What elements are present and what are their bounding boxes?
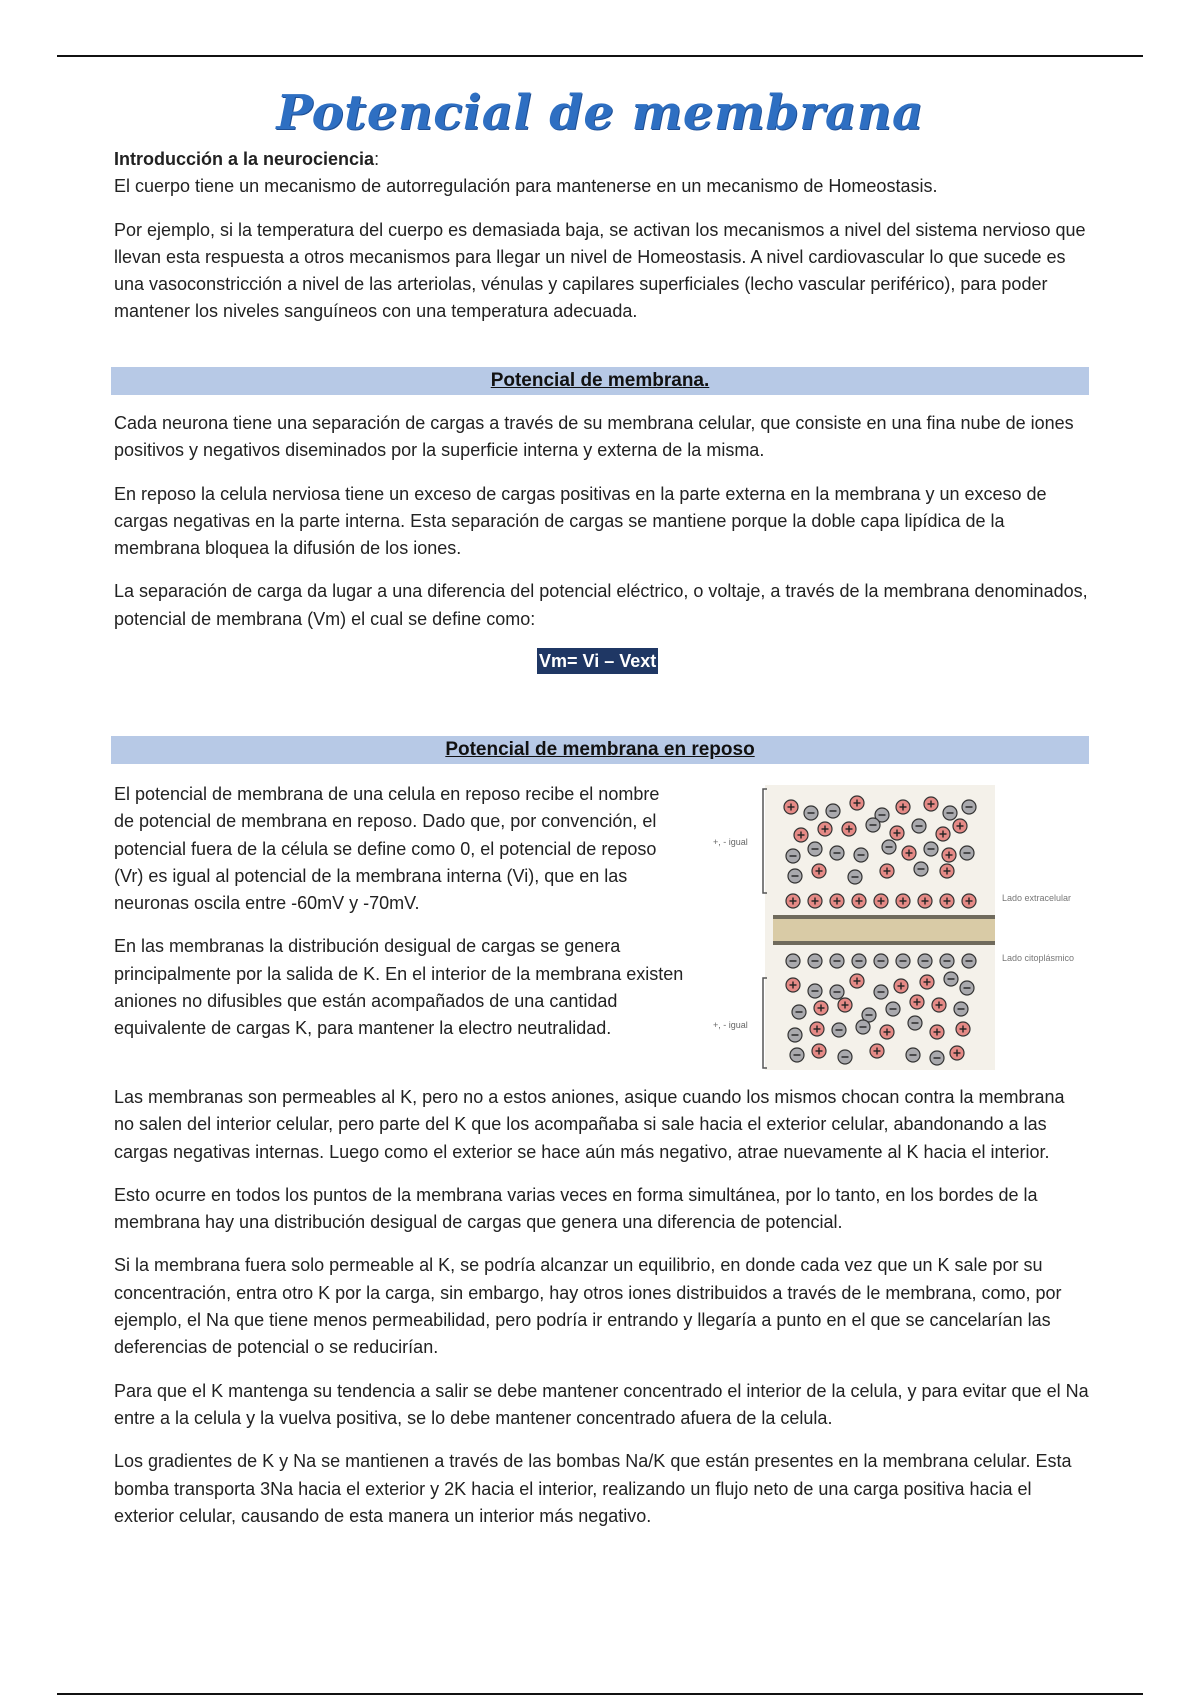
positive-ion (894, 979, 908, 993)
negative-ion (808, 984, 822, 998)
positive-ion (880, 1025, 894, 1039)
label-cytoplasmic: Lado citoplásmico (1002, 953, 1075, 963)
label-top: +, - igual (713, 837, 748, 847)
label-bottom: +, - igual (713, 1020, 748, 1030)
intro-heading: Introducción a la neurociencia (114, 149, 375, 169)
membrane-edge-outer (773, 915, 995, 919)
negative-ion (788, 1028, 802, 1042)
positive-ion (794, 828, 808, 842)
formula: Vm= Vi – Vext (537, 648, 658, 674)
paragraph: Esto ocurre en todos los puntos de la membrana varias veces en forma simultánea, por lo tanto, en los bordes de la membrana hay una distribución desigual de cargas que genera una diferencia de potencial. (114, 1184, 1038, 1233)
paragraph: En las membranas la distribución desigual de cargas se genera principalmente por la salida de K. En el interior de la membrana existen aniones no difusibles que están acompañados de una cantidad equivalente de cargas K, para mantener la electro neutralidad. (114, 936, 684, 1039)
page-title: Potencial de membrana (276, 85, 924, 141)
positive-ion (942, 848, 956, 862)
positive-ion (786, 894, 800, 908)
paragraph: En reposo la celula nerviosa tiene un exceso de cargas positivas en la parte externa en la membrana y un exceso de cargas negativas en la parte interna. Esta separación de cargas se mantiene porque la doble capa lipídica de la membrana bloquea la difusión de los iones. (114, 483, 1047, 559)
negative-ion (786, 954, 800, 968)
negative-ion (962, 954, 976, 968)
paragraph: Si la membrana fuera solo permeable al K, se podría alcanzar un equilibrio, en donde cada vez que un K sale por su concentración, entra otro K por la carga, sin embargo, hay otros iones distribuidos a través de le membrana, como, por ejemplo, el Na que tiene menos permeabilidad, pero podría ir entrando y llegaría a punto en el que se cancelarían las deferencias de potencial o se reducirían. (114, 1255, 1062, 1358)
section-heading: Potencial de membrana en reposo (445, 739, 755, 760)
positive-ion (918, 894, 932, 908)
negative-ion (914, 862, 928, 876)
negative-ion (882, 840, 896, 854)
positive-ion (930, 1025, 944, 1039)
negative-ion (804, 806, 818, 820)
positive-ion (812, 864, 826, 878)
negative-ion (852, 954, 866, 968)
positive-ion (880, 864, 894, 878)
positive-ion (842, 822, 856, 836)
intro-heading-line (114, 146, 1089, 173)
positive-ion (940, 894, 954, 908)
negative-ion (808, 842, 822, 856)
negative-ion (943, 806, 957, 820)
negative-ion (830, 985, 844, 999)
negative-ion (856, 1020, 870, 1034)
positive-ion (953, 819, 967, 833)
negative-ion (954, 1002, 968, 1016)
negative-ion (908, 1016, 922, 1030)
positive-ion (950, 1046, 964, 1060)
positive-ion (786, 978, 800, 992)
membrane-edge-inner (773, 941, 995, 945)
negative-ion (940, 954, 954, 968)
positive-ion (910, 995, 924, 1009)
negative-ion (924, 842, 938, 856)
positive-ion (932, 998, 946, 1012)
positive-ion (924, 797, 938, 811)
negative-ion (830, 846, 844, 860)
negative-ion (918, 954, 932, 968)
section1-body (114, 410, 1089, 633)
negative-ion (830, 954, 844, 968)
negative-ion (896, 954, 910, 968)
positive-ion (850, 796, 864, 810)
positive-ion (850, 974, 864, 988)
section-header-potencial (111, 367, 1089, 395)
intro-example: Por ejemplo, si la temperatura del cuerpo es demasiada baja, se activan los mecanismos a nivel del sistema nervioso que llevan esta respuesta a otros mecanismos para llegar un nivel de Homeostasis. A nivel cardiovascular lo que sucede es una vasoconstricción a nivel de las arteriolas, vénulas y capilares superficiales (lecho vascular periférico), para poder mantener los niveles sanguíneos con una temperatura adecuada. (114, 219, 1086, 322)
negative-ion (838, 1050, 852, 1064)
positive-ion (870, 1044, 884, 1058)
negative-ion (930, 1051, 944, 1065)
positive-ion (896, 800, 910, 814)
negative-ion (906, 1048, 920, 1062)
negative-ion (962, 800, 976, 814)
bottom-rule (57, 1693, 1143, 1695)
negative-ion (786, 849, 800, 863)
positive-ion (812, 1044, 826, 1058)
positive-ion (810, 1022, 824, 1036)
positive-ion (808, 894, 822, 908)
negative-ion (792, 1005, 806, 1019)
intro-heading-colon: : (374, 149, 380, 169)
paragraph: Los gradientes de K y Na se mantienen a través de las bombas Na/K que están presentes en la membrana celular. Esta bomba transporta 3Na hacia el exterior y 2K hacia el interior, realizando un flujo neto de una carga positiva hacia el exterior celular, causando de esta manera un interior más negativo. (114, 1451, 1072, 1526)
paragraph: Cada neurona tiene una separación de cargas a través de su membrana celular, que consiste en una fina nube de iones positivos y negativos diseminados por la superficie interna y externa de la misma. (114, 413, 1074, 461)
negative-ion (788, 869, 802, 883)
positive-ion (838, 998, 852, 1012)
positive-ion (852, 894, 866, 908)
positive-ion (936, 827, 950, 841)
negative-ion (790, 1048, 804, 1062)
negative-ion (874, 985, 888, 999)
paragraph: El potencial de membrana de una celula en reposo recibe el nombre de potencial de membrana en reposo. Dado que, por convención, el potencial fuera de la célula se define como 0, el potencial de reposo (Vr) es igual al potencial de la membrana interna (Vi), que en las neuronas oscila entre -60mV y -70mV. (114, 784, 660, 914)
positive-ion (956, 1022, 970, 1036)
positive-ion (962, 894, 976, 908)
positive-ion (830, 894, 844, 908)
negative-ion (874, 954, 888, 968)
negative-ion (912, 819, 926, 833)
section2-body (114, 1084, 1089, 1530)
negative-ion (808, 954, 822, 968)
positive-ion (784, 800, 798, 814)
top-rule (57, 55, 1143, 57)
intro-line: El cuerpo tiene un mecanismo de autorregulación para mantenerse en un mecanismo de Homeostasis. (114, 176, 938, 197)
label-extracellular: Lado extracelular (1002, 893, 1072, 903)
section-header-reposo (111, 736, 1089, 764)
positive-ion (874, 894, 888, 908)
intro-section (114, 146, 1089, 326)
positive-ion (920, 975, 934, 989)
positive-ion (940, 864, 954, 878)
positive-ion (890, 826, 904, 840)
paragraph: La separación de carga da lugar a una diferencia del potencial eléctrico, o voltaje, a través de la membrana denominados, potencial de membrana (Vm) el cual se define como: (114, 581, 1088, 629)
paragraph: Para que el K mantenga su tendencia a salir se debe mantener concentrado el interior de la celula, y para evitar que el Na entre a la celula y la vuelva positiva, se lo debe mantener concentrado afuera de la celula. (114, 1380, 1089, 1428)
negative-ion (826, 804, 840, 818)
negative-ion (960, 846, 974, 860)
paragraph: Las membranas son permeables al K, pero no a estos aniones, asique cuando los mismos chocan contra la membrana no salen del interior celular, pero parte del K que los acompañaba si sale hacia el exterior celular, abandonando a las cargas negativas internas. Luego como el exterior se hace aún más negativo, atrae nuevamente al K hacia el interior. (114, 1087, 1065, 1162)
negative-ion (866, 818, 880, 832)
negative-ion (848, 870, 862, 884)
negative-ion (854, 848, 868, 862)
membrane-charge-figure (705, 783, 1105, 1073)
section2-side-text (114, 781, 684, 1043)
positive-ion (896, 894, 910, 908)
section-heading: Potencial de membrana. (490, 370, 710, 391)
positive-ion (814, 1001, 828, 1015)
membrane-bilayer (773, 919, 995, 941)
negative-ion (944, 972, 958, 986)
positive-ion (818, 822, 832, 836)
negative-ion (886, 1002, 900, 1016)
negative-ion (960, 981, 974, 995)
positive-ion (902, 846, 916, 860)
negative-ion (832, 1023, 846, 1037)
